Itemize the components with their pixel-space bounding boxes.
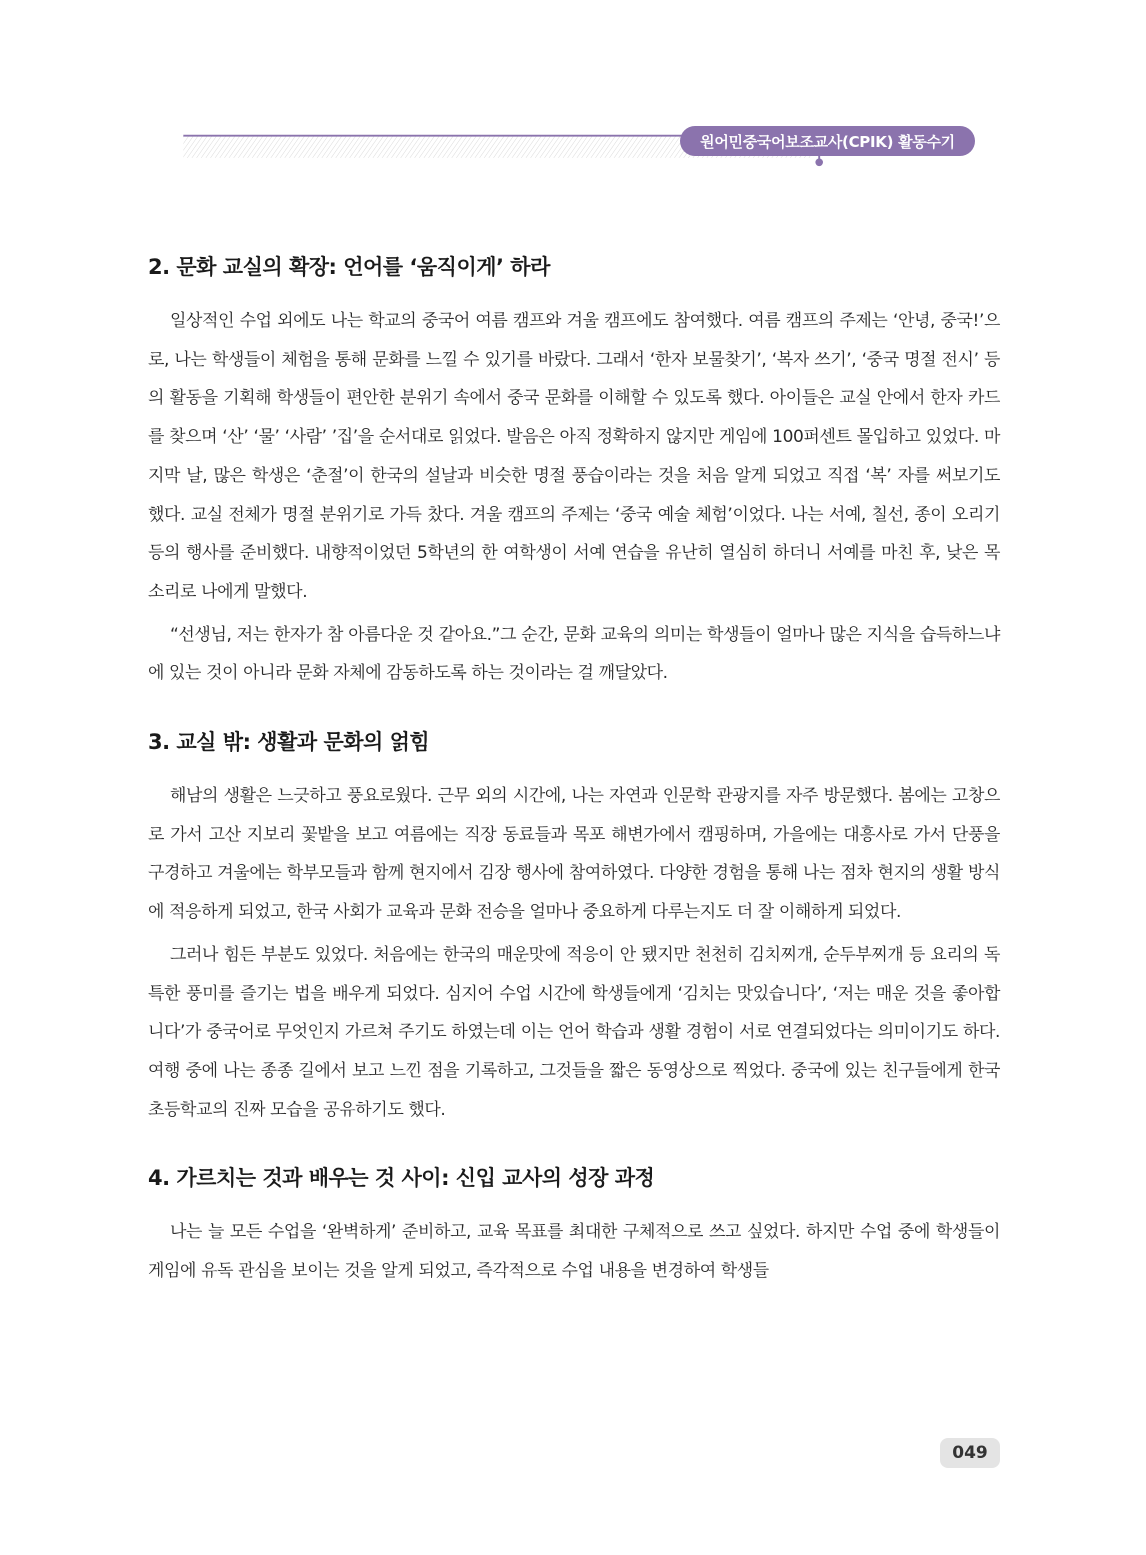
section-heading-3: 3. 교실 밖: 생활과 문화의 얽힘	[148, 730, 430, 755]
header-dot	[815, 159, 823, 167]
paragraph: 해남의 생활은 느긋하고 풍요로웠다. 근무 외의 시간에, 나는 자연과 인문학 관광지를 자주 방문했다. 봄에는 고창으로 가서 고산 지보리 꽃밭을 보고 여름에는 직장 동료들과 목포 해변가에서 캠핑하며, 가을에는 대흥사로 가서 단풍을 구경하고 겨울에는 학부모들과 함께 현지에서 김장 행사에 참여하였다. 다양한 경험을 통해 나는 점차 현지의 생활 방식에 적응하게 되었고, 한국 사회가 교육과 문화 전승을 얼마나 중요하게 다루는지도 더 잘 이해하게 되었다.	[148, 786, 1000, 923]
section-heading-2: 2. 문화 교실의 확장: 언어를 ‘움직이게’ 하라	[148, 255, 550, 279]
paragraph: 그러나 힘든 부분도 있었다. 처음에는 한국의 매운맛에 적응이 안 됐지만 천천히 김치찌개, 순두부찌개 등 요리의 독특한 풍미를 즐기는 법을 배우게 되었다. 심지어 수업 시간에 학생들에게 ‘김치는 맛있습니다’, ‘저는 매운 것을 좋아합니다’가 중국어로 무엇인지 가르쳐 주기도 하였는데 이는 언어 학습과 생활 경험이 서로 연결되었다는 의미이기도 하다. 여행 중에 나는 종종 길에서 보고 느낀 점을 기록하고, 그것들을 짧은 동영상으로 찍었다. 중국에 있는 친구들에게 한국 초등학교의 진짜 모습을 공유하기도 했다.	[148, 944, 1000, 1120]
section-heading-4: 4. 가르치는 것과 배우는 것 사이: 신입 교사의 성장 과정	[148, 1166, 655, 1191]
paragraph: 일상적인 수업 외에도 나는 학교의 중국어 여름 캠프와 겨울 캠프에도 참여했다. 여름 캠프의 주제는 ‘안녕, 중국!’으로, 나는 학생들이 체험을 통해 문화를 느낄 수 있기를 바랐다. 그래서 ‘한자 보물찾기’, ‘복자 쓰기’, ‘중국 명절 전시’ 등의 활동을 기획해 학생들이 편안한 분위기 속에서 중국 문화를 이해할 수 있도록 했다. 아이들은 교실 안에서 한자 카드를 찾으며 ‘산’ ‘물’ ‘사람’ ’집’을 순서대로 읽었다. 발음은 아직 정확하지 않지만 게임에 100퍼센트 몰입하고 있었다. 마지막 날, 많은 학생은 ‘춘절’이 한국의 설날과 비슷한 명절 풍습이라는 것을 처음 알게 되었고 직접 ‘복’ 자를 써보기도 했다. 교실 전체가 명절 분위기로 가득 찼다. 겨울 캠프의 주제는 ‘중국 예술 체험’이었다. 나는 서예, 칠선, 종이 오리기 등의 행사를 준비했다. 내향적이었던 5학년의 한 여학생이 서예 연습을 유난히 열심히 하더니 서예를 마친 후, 낮은 목소리로 나에게 말했다.	[148, 311, 1000, 602]
document-body	[148, 248, 1000, 1295]
page-number: 049	[940, 1438, 1000, 1468]
running-header: 원어민중국어보조교사(CPIK) 활동수기	[680, 126, 975, 156]
paragraph: 나는 늘 모든 수업을 ‘완벽하게’ 준비하고, 교육 목표를 최대한 구체적으로 쓰고 싶었다. 하지만 수업 중에 학생들이 게임에 유독 관심을 보이는 것을 알게 되었고, 즉각적으로 수업 내용을 변경하여 학생들	[148, 1222, 1000, 1282]
paragraph: “선생님, 저는 한자가 참 아름다운 것 같아요.”그 순간, 문화 교육의 의미는 학생들이 얼마나 많은 지식을 습득하느냐에 있는 것이 아니라 문화 자체에 감동하도록 하는 것이라는 걸 깨달았다.	[148, 624, 1000, 684]
